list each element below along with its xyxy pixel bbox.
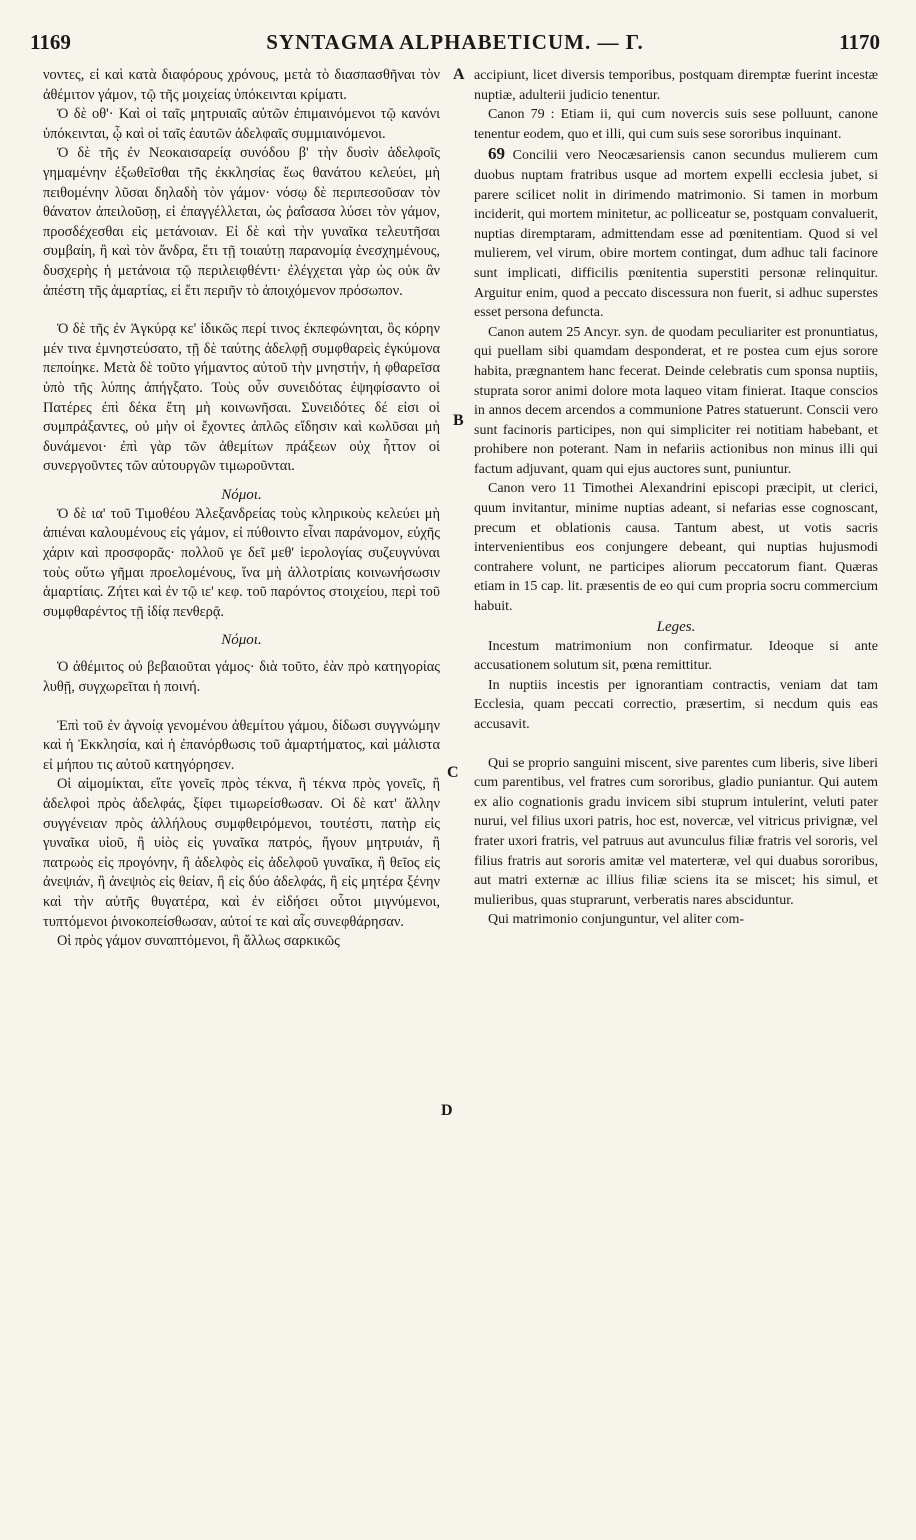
greek-paragraph: Ὁ δὲ τῆς ἐν Νεοκαισαρείᾳ συνόδου β' τὴν δυσὶν ἀδελφοῖς γημαμένην ἐξωθεῖσθαι τῆς ἐκκλησίας ἕως θανάτου κελεύει, μὴ πειθομένην λῦσαι δηλαδὴ τὸν γάμον· νόσῳ δὲ περιπεσοῦσαν τὸν θάνατον ἀπειλοῦσῃ, εἰ ἐπαγγέλλεται, ὡς ῥαΐσασα λύσει τὸν γάμον, προσδέχεσθαι εἰς μετάνοιαν. Εἰ δὲ καὶ τὴν γυναῖκα τελευτῆσαι συμβαίη, ἢ καὶ τὸν ἄνδρα, ἔτι τῇ τοιαύτῃ παρανομίᾳ ἐνεσχημένους, δυσχερὴς ἡ μετάνοια τῷ περιλειφθέντι· ἐλέγχεται γὰρ ὡς οὐκ ἂν ἀπέστη τῆς ἁμαρτίας, εἰ ἔτι περιῆν τὸ ἀποιχόμενον πρόσωπον. <box>43 145 440 299</box>
latin-paragraph: Canon autem 25 Ancyr. syn. de quodam peculiariter est pronuntiatus, qui puellam sibi quamdam desponderat, et re postea cum ejus sorore habita, prægnantem hanc fecerat. Deinde celebratis cum sponsa nuptiis, stuprata soror animi dolore mota laqueo vitam finierat. Itaque conscios in annos decem arcendos a communione Patres statuerunt. Conscii vero sunt facinoris participes, non qui simpliciter rei notitiam habebant, et prohibere non poterant. Nam in nefariis actionibus non minus illi qui factum adjuvant, quam qui ejus auctores sunt, puniuntur. <box>474 324 878 477</box>
section-number: 69 <box>488 144 505 164</box>
page-number-right: 1170 <box>839 30 880 54</box>
latin-paragraph: Incestum matrimonium non confirmatur. Ideoque si ante accusationem solutum sit, pœna remittitur. <box>474 638 878 674</box>
latin-paragraph-text: Concilii vero Neocæsariensis canon secundus mulierem cum duobus nuptam fratribus usque ad mortem expelli ecclesia jubet, si parere scilicet nolit in dirimendo matrimonio. Si tamen in morbum inciderit, qui mortem minitetur, ac polliceatur se, postquam convaluerit, nuptias diremptaram, admittendam esse ad pœnitentiam. Quod si vel mulierem, vel virum, obire mortem contingat, dum adhuc tali facinore sunt implicati, difficilis pœnitentia superstiti personæ relinquitur. Arguitur enim, quod a peccato discessura non fuerit, si adhuc superstes esset persona defuncta. <box>474 148 878 321</box>
running-title: SYNTAGMA ALPHABETICUM. — Γ. <box>266 30 644 54</box>
latin-paragraph: Canon 79 : Etiam ii, qui cum novercis suis sese polluunt, canone tenentur eodem, quo et illi, qui cum suis sese sororibus inquinant. <box>474 107 878 142</box>
latin-paragraph: Qui se proprio sanguini miscent, sive parentes cum liberis, sive liberi cum parentibus, vel fratres cum sororibus, gladio puniantur. Qui autem ex alio cognationis gradu invicem sibi stuprum intulerint, veluti pater nurui, vel filius uxori patris, hoc est, novercæ, vel vitricus privignæ, vel frater uxori fratris, vel patruus aut avunculus filiæ fratris vel sororis, vel filius fratris aut sororis amitæ vel materteræ, vel qui duabus sororibus, aut matri externæ ac illius filiæ sciens ita se miscet; his simul, et mulieribus, quas stuprarunt, verberatis nares absciduntur. <box>474 755 878 908</box>
margin-marker-c: C <box>447 764 459 781</box>
greek-column <box>43 66 440 952</box>
margin-marker-b: B <box>453 412 464 429</box>
greek-paragraph: νοντες, εἰ καὶ κατὰ διαφόρους χρόνους, μετὰ τὸ διασπασθῆναι τὸν ἀθέμιτον γάμον, τῷ τῆς μοιχείας ὑπόκεινται κρίματι. <box>43 67 440 103</box>
margin-marker-a: A <box>453 66 465 83</box>
greek-paragraph: Ὁ δὲ ια' τοῦ Τιμοθέου Ἀλεξανδρείας τοὺς κληρικοὺς κελεύει μὴ ἀπιέναι καλουμένους εἰς γάμον, εἰ πύθοιντο εἶναι παράνομον, εὐχῆς χάριν καὶ προσφορᾶς· πολλοῦ γε δεῖ μεθ' ἱερολογίας συζευγνύναι τοὺς οὕτω γῆμαι προελομένους, ἵνα μὴ ἀλλοτρίαις κοινωνήσωσιν ἁμαρτίαις. Ζήτει καὶ ἐν τῷ ιε' κεφ. τοῦ παρόντος στοιχείου, περὶ τοῦ συμφθαρέντος τῇ ἰδίᾳ πενθερᾷ. <box>43 505 440 620</box>
latin-paragraph: Qui matrimonio conjunguntur, vel aliter com- <box>488 912 745 928</box>
latin-paragraph: accipiunt, licet diversis temporibus, postquam diremptæ fuerint incestæ nuptiæ, adulterii judicio tenentur. <box>474 68 878 103</box>
page-number-left: 1169 <box>30 30 71 54</box>
greek-paragraph: Ἐπὶ τοῦ ἐν ἀγνοίᾳ γενομένου ἀθεμίτου γάμου, δίδωσι συγγνώμην καὶ ἡ Ἐκκλησία, καὶ ἡ ἐπανόρθωσις τοῦ ἁμαρτήματος, καὶ μάλιστα εἰ μήπου τις αὐτοῦ κατηγόρησεν. <box>43 717 440 773</box>
latin-paragraph-69 <box>474 144 878 322</box>
margin-marker-d: D <box>441 1102 453 1119</box>
greek-paragraph: Οἱ πρὸς γάμον συναπτόμενοι, ἢ ἄλλως σαρκικῶς <box>57 933 340 950</box>
latin-paragraph: Canon vero 11 Timothei Alexandrini episcopi præcipit, ut clerici, quum invitantur, minime nuptias adeant, si nefarias esse cognoscant, precum et oblationis causa. Tantum abest, ut votis sacris intervenientibus eos conjungere debeant, qui nuptias hujusmodi contrahere volunt, ne participes aliorum peccatorum fiant. Quæras etiam in 15 cap. lit. præsentis de eo qui cum propria socru commercium habuit. <box>474 481 878 615</box>
running-header <box>30 30 880 56</box>
section-heading: Νόμοι. <box>221 486 262 503</box>
greek-paragraph: Οἱ αἱμομίκται, εἴτε γονεῖς πρὸς τέκνα, ἢ τέκνα πρὸς γονεῖς, ἢ ἀδελφοὶ πρὸς ἀδελφάς, ξίφει τιμωρείσθωσαν. Οἱ δὲ κατ' ἄλλην συγγένειαν πρὸς ἀλλήλους συμφθειρόμενοι, τουτέστι, πατὴρ εἰς γυναῖκα υἱοῦ, ἢ υἱὸς εἰς γυναῖκα πατρός, ἤγουν μητρυιάν, ἢ πατρωὸς εἰς προγόνην, ἢ ἀδελφὸς εἰς ἀδελφοῦ γυναῖκα, ἢ θεῖος εἰς ἀνεψιάν, ἢ ἀνεψιὸς εἰς θείαν, ἢ εἰς δύο ἀδελφάς, ἢ εἰς μητέρα ξένην καὶ τὴν αὐτῆς θυγατέρα, καὶ ἐν εἰδήσει οὗτοι μιγνύμενοι, τυπτόμενοι ῥινοκοπείσθωσαν, αὐτοί τε καὶ αἷς συνεφθάρησαν. <box>43 776 440 930</box>
section-heading: Leges. <box>656 618 696 635</box>
section-heading: Νόμοι. <box>221 632 262 649</box>
greek-paragraph: Ὁ δὲ τῆς ἐν Ἀγκύρᾳ κε' ἰδικῶς περί τινος ἐκπεφώνηται, ὃς κόρην μέν τινα ἐμνηστεύσατο, τῇ δὲ ταύτης ἀδελφῇ συμφθαρεὶς ἐγκύμονα πεποίηκε. Μετὰ δὲ τοῦτο γήμαντος αὐτοῦ τὴν μνηστήν, ἡ φθαρεῖσα ὑπὸ τῆς λύπης ἀπήγξατο. Τοὺς οὖν συνειδότας ἐψηφίσαντο οἱ Πατέρες ἐπὶ δέκα ἔτη μὴ κοινωνῆσαι. Συνειδότες δέ εἰσι οἱ συμπράξαντες, οὐ μὴν οἱ ἔχοντες ἁπλῶς εἴδησιν καὶ κωλῦσαι μὴ δυνάμενοι· ἐπὶ γὰρ τῶν ἀθεμίτων πράξεων οὐχ ἧττον οἱ συνεργοῦντες τῶν αὐτουργῶν τιμωροῦνται. <box>43 321 440 475</box>
latin-paragraph: In nuptiis incestis per ignorantiam contractis, veniam dat tam Ecclesia, quam peccati correctio, præsertim, si necdum quis eas accusavit. <box>474 677 878 732</box>
greek-paragraph: Ὁ ἀθέμιτος οὐ βεβαιοῦται γάμος· διὰ τοῦτο, ἐὰν πρὸ κατηγορίας λυθῇ, συγχωρεῖται ἡ ποινή. <box>43 659 440 696</box>
latin-column <box>474 66 878 930</box>
greek-paragraph: Ὁ δὲ οθ'· Καὶ οἱ ταῖς μητρυιαῖς αὐτῶν ἐπιμαινόμενοι τῷ κανόνι ὑπόκεινται, ᾧ καὶ οἱ ταῖς ἑαυτῶν ἀδελφαῖς συμμιαινόμενοι. <box>43 106 440 142</box>
